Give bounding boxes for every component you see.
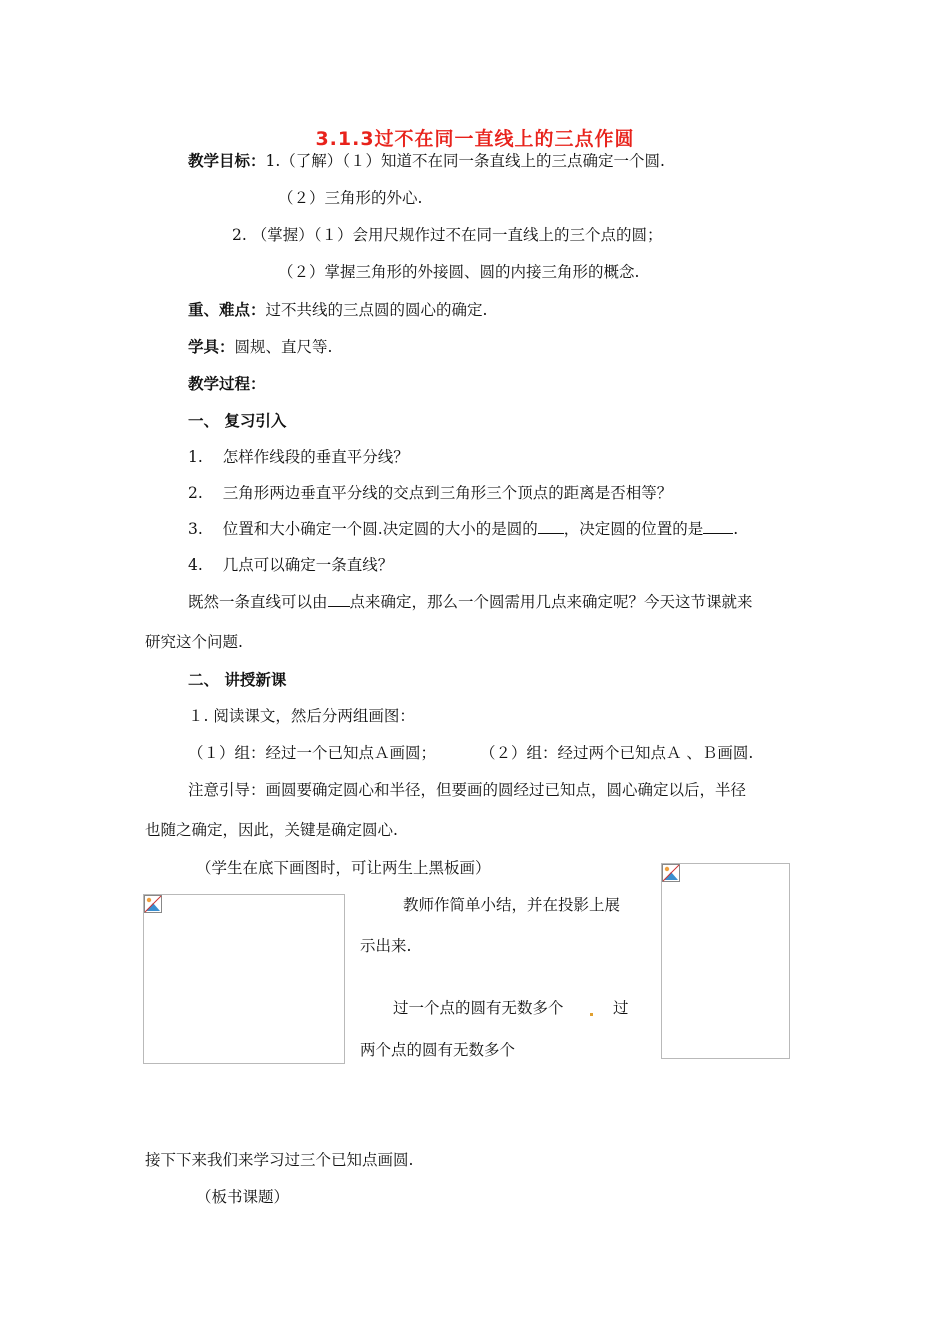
summary-line-1: 教师作简单小结，并在投影上展	[403, 896, 621, 914]
group-2-task: （２）组：经过两个已知点Ａ 、Ｂ画圆.	[480, 744, 754, 762]
answer-blank	[538, 519, 564, 534]
process-label: 教学过程：	[188, 375, 266, 393]
two-points-circles: 两个点的圆有无数多个	[360, 1041, 516, 1059]
board-note: （学生在底下画图时，可让两生上黑板画）	[196, 859, 491, 877]
step-1: １. 阅读课文，然后分两组画图：	[188, 707, 415, 725]
note-line-1: 注意引导：画圆要确定圆心和半径，但要画的圆经过已知点，圆心确定以后，半径	[188, 781, 747, 799]
summary-line-2: 示出来.	[360, 937, 412, 955]
intro-paragraph-line-1: 既然一条直线可以由 点来确定，那么一个圆需用几点来确定呢？今天这节课就来	[188, 593, 753, 611]
note-line-2: 也随之确定，因此，关键是确定圆心.	[145, 821, 398, 839]
broken-image-icon	[662, 864, 680, 882]
next-topic: 接下下来我们来学习过三个已知点画圆.	[145, 1151, 414, 1169]
one-point-circles: 过一个点的圆有无数多个	[393, 999, 564, 1017]
review-item-1: 1. 怎样作线段的垂直平分线？	[188, 448, 409, 466]
broken-image-icon	[144, 895, 162, 913]
key-points-label: 重、难点：	[188, 301, 266, 319]
tools: 学具：圆规、直尺等.	[188, 338, 333, 356]
objectives-line-3: 2. （掌握）（１）会用尺规作过不在同一直线上的三个点的圆；	[232, 226, 663, 244]
review-item-2: 2. 三角形两边垂直平分线的交点到三角形三个顶点的距离是否相等？	[188, 484, 673, 502]
group-1-task: （１）组：经过一个已知点Ａ画圆；	[188, 744, 437, 762]
figure-placeholder-left	[143, 894, 345, 1064]
objectives-line-1: 教学目标：1.（了解）（１）知道不在同一条直线上的三点确定一个圆.	[188, 152, 665, 170]
key-points: 重、难点：过不共线的三点圆的圆心的确定.	[188, 301, 488, 319]
page-title: 3.1.3过不在同一直线上的三点作圆	[315, 128, 635, 150]
tools-label: 学具：	[188, 338, 235, 356]
intro-paragraph-line-2: 研究这个问题.	[145, 633, 243, 651]
section2-heading: 二、 讲授新课	[188, 671, 287, 689]
review-item-4: 4. 几点可以确定一条直线？	[188, 556, 394, 574]
board-title: （板书课题）	[196, 1188, 290, 1206]
marker-dot	[590, 1013, 593, 1016]
review-item-3: 3. 位置和大小确定一个圆.决定圆的大小的是圆的 ，决定圆的位置的是 .	[188, 520, 739, 538]
two-points-prefix: 过	[613, 999, 629, 1017]
figure-placeholder-right	[661, 863, 790, 1059]
objectives-line-2: （２）三角形的外心.	[278, 189, 423, 207]
objectives-line-4: （２）掌握三角形的外接圆、圆的内接三角形的概念.	[278, 263, 640, 281]
section1-heading: 一、 复习引入	[188, 412, 287, 430]
answer-blank	[328, 592, 350, 607]
answer-blank	[703, 519, 733, 534]
objectives-label: 教学目标：	[188, 152, 266, 170]
